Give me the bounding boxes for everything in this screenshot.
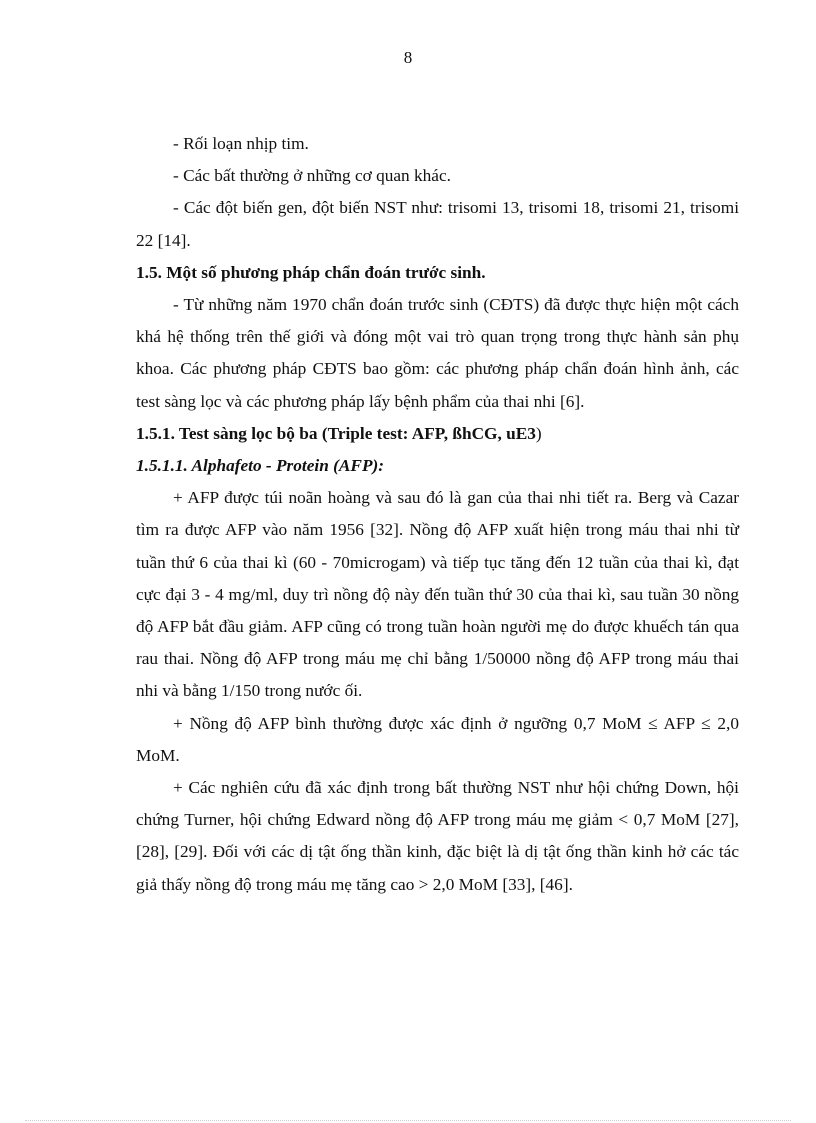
document-body (136, 128, 739, 901)
paragraph-prenatal-diagnosis: - Từ những năm 1970 chẩn đoán trước sinh (CĐTS) đã được thực hiện một cách khá hệ thống trên thế giới và đóng một vai trò quan trọng trong thực hành sản phụ khoa. Các phương pháp CĐTS bao gồm: các phương pháp chẩn đoán hình ảnh, các test sàng lọc và các phương pháp lấy bệnh phẩm của thai nhi [6]. (136, 295, 739, 411)
bullet-other-organs: - Các bất thường ở những cơ quan khác. (173, 166, 451, 186)
bullet-arrhythmia: - Rối loạn nhịp tim. (173, 134, 309, 153)
section-heading-1-5: 1.5. Một số phương pháp chẩn đoán trước sinh. (136, 262, 486, 282)
page-bottom-divider (25, 1120, 791, 1121)
subsection-heading-1-5-1 (136, 418, 739, 450)
paragraph-afp-origin: + AFP được túi noãn hoàng và sau đó là gan của thai nhi tiết ra. Berg và Cazar tìm ra được AFP vào năm 1956 [32]. Nồng độ AFP xuất hiện trong máu thai nhi từ tuần thứ 6 của thai kì (60 - 70microgam) và tiếp tục tăng đến 12 tuần của thai kì, đạt cực đại 3 - 4 mg/ml, duy trì nồng độ này đến tuần thứ 30 của thai kì, sau tuần 30 nồng độ AFP bắt đầu giảm. AFP cũng có trong tuần hoàn người mẹ do được khuếch tán qua rau thai. Nồng độ AFP trong máu mẹ chỉ bằng 1/50000 nồng độ AFP trong máu thai nhi và bằng 1/150 trong nước ối. (136, 488, 739, 701)
page-number: 8 (403, 48, 413, 67)
bullet-gene-mutations: - Các đột biến gen, đột biến NST như: trisomi 13, trisomi 18, trisomi 21, trisomi 22 [14]. (136, 198, 739, 250)
subsection-heading-1-5-1-bold: 1.5.1. Test sàng lọc bộ ba (Triple test: AFP, ßhCG, uE3 (136, 423, 536, 443)
paragraph-afp-abnormalities: + Các nghiên cứu đã xác định trong bất thường NST như hội chứng Down, hội chứng Turner, hội chứng Edward nồng độ AFP trong máu mẹ giảm < 0,7 MoM [27], [28], [29]. Đối với các dị tật ống thần kinh, đặc biệt là dị tật ống thần kinh hở các tác giả thấy nồng độ trong máu mẹ tăng cao > 2,0 MoM [33], [46]. (136, 778, 739, 894)
subsubsection-heading-afp: 1.5.1.1. Alphafeto - Protein (AFP): (136, 456, 385, 476)
paragraph-afp-normal-range: + Nồng độ AFP bình thường được xác định ở ngưỡng 0,7 MoM ≤ AFP ≤ 2,0 MoM. (136, 713, 739, 765)
subsection-heading-1-5-1-tail: ) (535, 423, 542, 443)
